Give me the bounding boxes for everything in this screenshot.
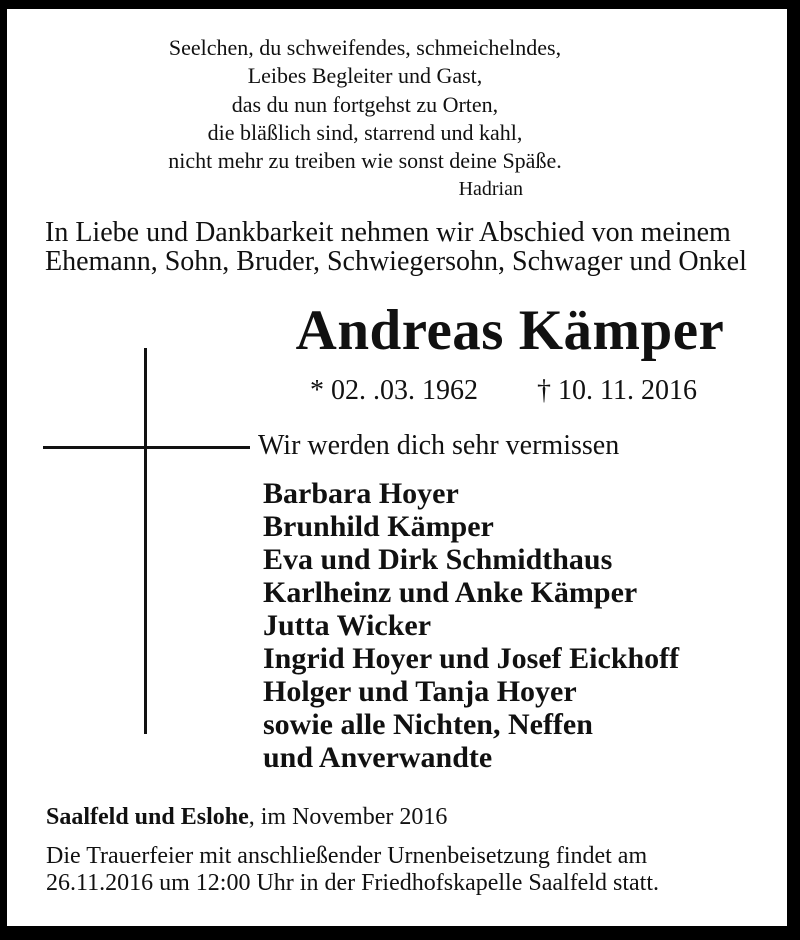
mourner-name: Eva und Dirk Schmidthaus — [263, 543, 613, 576]
cross-horizontal-bar — [43, 446, 250, 449]
poem-line: nicht mehr zu treiben wie sonst deine Späße. — [168, 148, 562, 174]
funeral-info — [46, 843, 659, 897]
poem — [105, 34, 625, 204]
dateline-places: Saalfeld und Eslohe — [46, 804, 249, 830]
funeral-info-line: 26.11.2016 um 12:00 Uhr in der Friedhofskapelle Saalfeld statt. — [46, 870, 659, 896]
farewell-text: Wir werden dich sehr vermissen — [258, 430, 620, 461]
poem-line: das du nun fortgehst zu Orten, — [231, 91, 499, 117]
poem-line: Leibes Begleiter und Gast, — [247, 63, 483, 89]
mourner-name: Jutta Wicker — [263, 609, 432, 642]
mourner-name: sowie alle Nichten, Neffen — [263, 708, 593, 741]
mourner-name: Barbara Hoyer — [263, 477, 459, 510]
intro-text — [45, 218, 747, 276]
intro-line: Ehemann, Sohn, Bruder, Schwiegersohn, Schwager und Onkel — [45, 246, 747, 277]
intro-line: In Liebe und Dankbarkeit nehmen wir Abschied von meinem — [45, 217, 731, 248]
mourners-list — [263, 477, 679, 774]
deceased-name: Andreas Kämper — [295, 299, 725, 362]
mourner-name: Brunhild Kämper — [263, 510, 494, 543]
death-date: † 10. 11. 2016 — [537, 375, 697, 406]
mourner-name: Karlheinz und Anke Kämper — [263, 576, 638, 609]
mourner-name: Ingrid Hoyer und Josef Eickhoff — [263, 642, 680, 675]
mourner-name: und Anverwandte — [263, 741, 493, 774]
poem-line: Seelchen, du schweifendes, schmeichelndes, — [168, 35, 562, 60]
dateline — [46, 804, 447, 831]
poem-attribution: Hadrian — [458, 178, 523, 201]
birth-date: * 02. .03. 1962 — [310, 375, 478, 406]
cross-vertical-bar — [144, 348, 147, 734]
dateline-date: , im November 2016 — [248, 804, 448, 830]
funeral-info-line: Die Trauerfeier mit anschließender Urnenbeisetzung findet am — [46, 843, 648, 869]
poem-line: die bläßlich sind, starrend und kahl, — [207, 119, 523, 145]
mourner-name: Holger und Tanja Hoyer — [263, 675, 577, 708]
